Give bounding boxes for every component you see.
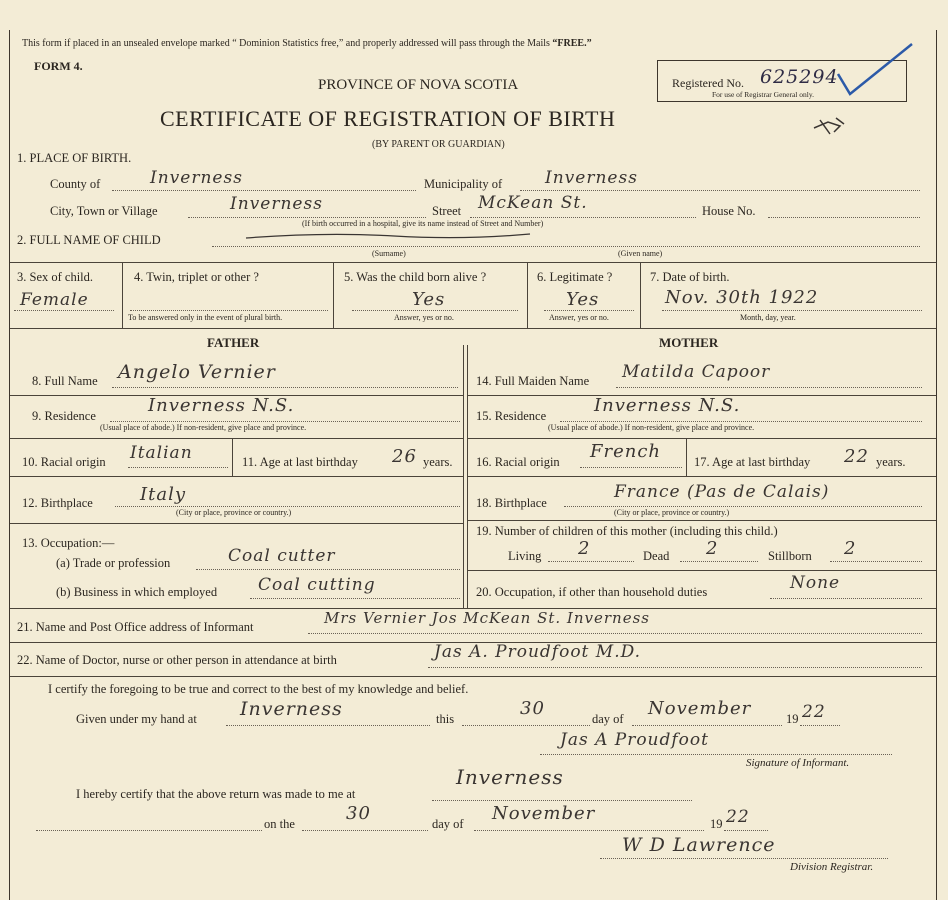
date-label: 7. Date of birth. (650, 270, 730, 284)
registrar-signature-line (600, 858, 888, 859)
mail-notice: This form if placed in an unsealed envelope marked “ Dominion Statistics free,” and properly addressed will pass through the Mails “FREE.” (22, 38, 592, 49)
living-value: 2 (578, 538, 591, 559)
registered-label: Registered No. (672, 76, 744, 90)
mother-residence-note: (Usual place of abode.) If non-resident, give place and province. (548, 423, 755, 432)
right-border (936, 30, 937, 900)
divider (232, 438, 233, 476)
twin-note: To be answered only in the event of plural birth. (128, 313, 283, 322)
reg-month-line (474, 830, 704, 831)
living-label: Living (508, 549, 542, 563)
municipality-value: Inverness (545, 168, 638, 188)
father-residence-value: Inverness N.S. (148, 395, 295, 416)
informant-label: 21. Name and Post Office address of Informant (17, 620, 254, 634)
sex-value: Female (20, 290, 89, 310)
child-name-scribble (244, 228, 534, 244)
divider (686, 438, 687, 476)
alive-note: Answer, yes or no. (394, 313, 454, 322)
father-birthplace-value: Italy (140, 484, 187, 505)
province-heading: PROVINCE OF NOVA SCOTIA (318, 77, 519, 93)
dead-value: 2 (706, 538, 719, 559)
father-age-unit: years. (423, 455, 453, 469)
given-place-line (226, 725, 430, 726)
hospital-note: (If birth occurred in a hospital, give its name instead of Street and Number) (302, 219, 544, 228)
year-value: 22 (802, 702, 826, 722)
date-line (662, 310, 922, 311)
date-note: Month, day, year. (740, 313, 796, 322)
registrar-label: Division Registrar. (790, 861, 874, 873)
mother-age-label: 17. Age at last birthday (694, 455, 811, 469)
form-number: FORM 4. (34, 59, 83, 73)
row-bottom-rule (10, 328, 936, 329)
alive-value: Yes (412, 289, 446, 310)
street-line (470, 217, 696, 218)
twin-line (130, 310, 328, 311)
house-line (768, 217, 920, 218)
mother-birthplace-note: (City or place, province or country.) (614, 508, 730, 517)
mother-age-unit: years. (876, 455, 906, 469)
father-residence-line (110, 421, 460, 422)
child-name-line (212, 246, 920, 247)
reg-day-line (302, 830, 428, 831)
registered-number: 625294 (760, 66, 839, 88)
left-border (9, 30, 10, 900)
reg-year-value: 22 (726, 807, 750, 827)
mother-birthplace-label: 18. Birthplace (476, 496, 547, 510)
certificate-title: CERTIFICATE OF REGISTRATION OF BIRTH (160, 106, 616, 131)
reg-year-prefix: 19 (710, 817, 723, 831)
father-name-label: 8. Full Name (32, 374, 98, 388)
stillborn-label: Stillborn (768, 549, 812, 563)
row-top-rule (10, 262, 936, 263)
mother-rule (468, 570, 936, 571)
dead-line (680, 561, 758, 562)
father-age-label: 11. Age at last birthday (242, 455, 358, 469)
this-label: this (436, 712, 455, 726)
mother-racial-line (580, 467, 682, 468)
city-line (188, 217, 426, 218)
father-rule (10, 476, 464, 477)
municipality-line (520, 190, 920, 191)
day-line (462, 725, 590, 726)
county-label: County of (50, 177, 101, 191)
mother-birthplace-value: France (Pas de Calais) (614, 482, 830, 502)
sex-label: 3. Sex of child. (17, 270, 94, 284)
mother-occupation-label: 20. Occupation, if other than household duties (476, 585, 708, 599)
stamp-mark-icon (810, 112, 850, 138)
given-place-value: Inverness (240, 698, 343, 720)
mother-residence-line (560, 421, 922, 422)
legitimate-note: Answer, yes or no. (549, 313, 609, 322)
legit-line (544, 310, 634, 311)
year-line (800, 725, 840, 726)
doctor-value: Jas A. Proudfoot M.D. (434, 642, 642, 662)
mother-heading: MOTHER (659, 335, 719, 350)
registrar-signature: W D Lawrence (622, 834, 776, 856)
business-label: (b) Business in which employed (56, 585, 218, 599)
given-label: Given under my hand at (76, 712, 197, 726)
reg-year-line (724, 830, 768, 831)
business-line (250, 598, 460, 599)
trade-line (196, 569, 460, 570)
month-line (632, 725, 782, 726)
doctor-label: 22. Name of Doctor, nurse or other person in attendance at birth (17, 653, 337, 667)
father-name-line (112, 387, 458, 388)
surname-note: (Surname) (372, 249, 406, 258)
on-the-lead-line (36, 830, 262, 831)
stillborn-value: 2 (844, 538, 857, 559)
father-racial-line (128, 467, 228, 468)
twin-label: 4. Twin, triplet or other ? (134, 270, 259, 284)
registrar-place-line (432, 800, 692, 801)
divider (527, 262, 528, 328)
informant-signature: Jas A Proudfoot (560, 730, 709, 750)
county-line (112, 190, 416, 191)
trade-label: (a) Trade or profession (56, 556, 171, 570)
mother-residence-value: Inverness N.S. (594, 395, 741, 416)
certificate-subtitle: (BY PARENT OR GUARDIAN) (372, 139, 505, 150)
father-rule (10, 438, 464, 439)
date-value: Nov. 30th 1922 (665, 287, 819, 308)
legitimate-label: 6. Legitimate ? (537, 270, 613, 284)
divider (640, 262, 641, 328)
child-name-heading: 2. FULL NAME OF CHILD (17, 233, 161, 247)
alive-line (352, 310, 518, 311)
checkmark-icon (830, 40, 920, 100)
divider (333, 262, 334, 328)
county-value: Inverness (150, 168, 243, 188)
street-value: McKean St. (478, 193, 588, 213)
mother-racial-label: 16. Racial origin (476, 455, 560, 469)
mother-age-value: 22 (844, 446, 869, 467)
father-birthplace-note: (City or place, province or country.) (176, 508, 292, 517)
mother-occupation-value: None (790, 573, 841, 593)
year-prefix: 19 (786, 712, 799, 726)
informant-value: Mrs Vernier Jos McKean St. Inverness (324, 609, 650, 627)
mother-rule (468, 476, 936, 477)
father-name-value: Angelo Vernier (118, 361, 276, 383)
father-residence-note: (Usual place of abode.) If non-resident, give place and province. (100, 423, 307, 432)
reg-month-value: November (492, 803, 596, 824)
day-value: 30 (520, 698, 545, 719)
father-age-value: 26 (392, 446, 417, 467)
mother-name-line (616, 387, 922, 388)
trade-value: Coal cutter (228, 546, 336, 566)
mother-racial-value: French (590, 441, 662, 462)
registrar-place-value: Inverness (456, 765, 564, 789)
business-value: Coal cutting (258, 575, 376, 595)
street-label: Street (432, 204, 462, 218)
father-heading: FATHER (207, 335, 260, 350)
month-value: November (648, 698, 752, 719)
mother-rule (468, 520, 936, 521)
mother-rule (468, 438, 936, 439)
city-value: Inverness (230, 194, 323, 214)
living-line (548, 561, 634, 562)
certify-text: I certify the foregoing to be true and correct to the best of my knowledge and belief. (48, 682, 469, 696)
dead-label: Dead (643, 549, 670, 563)
informant-line (308, 633, 922, 634)
father-birthplace-line (115, 506, 460, 507)
father-rule (10, 523, 464, 524)
sex-line (14, 310, 114, 311)
municipality-label: Municipality of (424, 177, 503, 191)
father-racial-value: Italian (130, 443, 193, 463)
on-the-label: on the (264, 817, 295, 831)
occupation-heading: 13. Occupation:— (22, 536, 115, 550)
children-count-label: 19. Number of children of this mother (including this child.) (476, 524, 778, 538)
day-of-label: day of (592, 712, 624, 726)
mother-name-label: 14. Full Maiden Name (476, 374, 590, 388)
mother-name-value: Matilda Capoor (622, 362, 771, 382)
doctor-line (428, 667, 922, 668)
mother-occupation-line (770, 598, 922, 599)
section-rule (10, 676, 936, 677)
place-of-birth-heading: 1. PLACE OF BIRTH. (17, 151, 132, 165)
registered-note: For use of Registrar General only. (712, 90, 814, 99)
father-residence-label: 9. Residence (32, 409, 96, 423)
stillborn-line (830, 561, 922, 562)
registrar-text: I hereby certify that the above return was made to me at (76, 787, 356, 801)
father-racial-label: 10. Racial origin (22, 455, 106, 469)
legitimate-value: Yes (566, 289, 600, 310)
informant-signature-line (540, 754, 892, 755)
informant-signature-label: Signature of Informant. (746, 757, 850, 769)
father-birthplace-label: 12. Birthplace (22, 496, 93, 510)
reg-day-value: 30 (346, 803, 371, 824)
city-label: City, Town or Village (50, 204, 158, 218)
given-name-note: (Given name) (618, 249, 663, 258)
house-label: House No. (702, 204, 756, 218)
divider (122, 262, 123, 328)
mother-residence-label: 15. Residence (476, 409, 547, 423)
mother-birthplace-line (564, 506, 922, 507)
reg-day-of-label: day of (432, 817, 464, 831)
alive-label: 5. Was the child born alive ? (344, 270, 487, 284)
